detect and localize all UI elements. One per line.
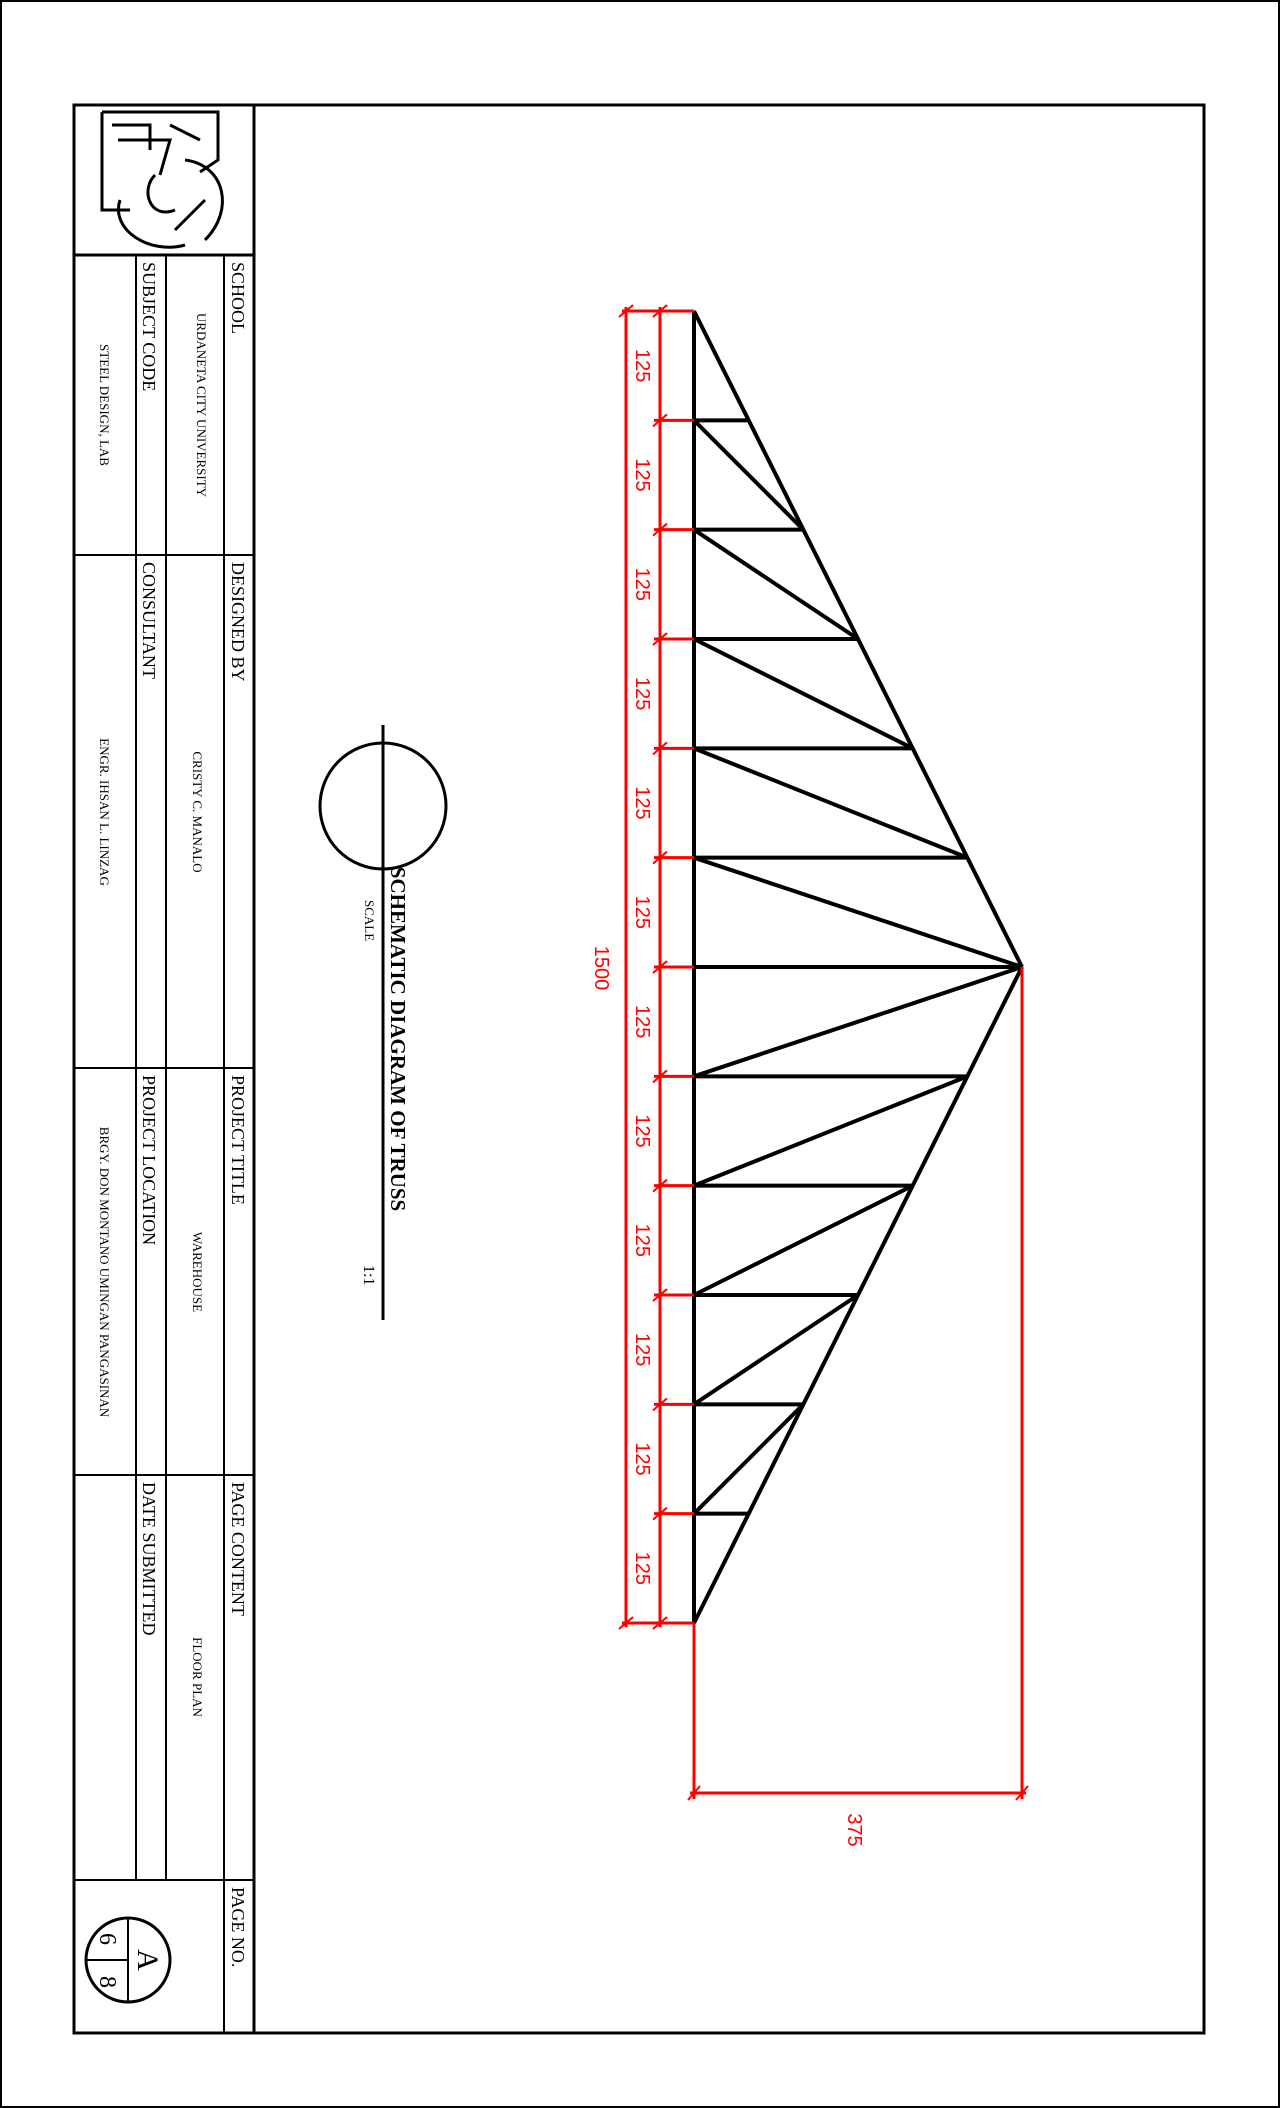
project-title-label: PROJECT TITLE <box>228 1075 248 1205</box>
scale-label: SCALE <box>362 900 377 942</box>
truss-diagonal-member <box>694 748 967 857</box>
panel-dimension-labels <box>631 349 653 1585</box>
page-content-value: FLOOR PLAN <box>190 1637 205 1717</box>
scale-symbol <box>320 725 446 1320</box>
truss-diagonal-member <box>694 530 858 639</box>
panel-length-label: 125 <box>631 786 653 820</box>
consultant-value: ENGR. IHSAN L. LINZAG <box>97 738 112 886</box>
subject-code-label: SUBJECT CODE <box>139 262 159 392</box>
panel-length-label: 125 <box>631 458 653 492</box>
project-location-value: BRGY. DON MONTANO UMINGAN PANGASINAN <box>97 1126 112 1418</box>
panel-length-label: 125 <box>631 1442 653 1476</box>
truss-diagonal-member <box>694 1295 858 1404</box>
page-no-label: PAGE NO. <box>228 1887 248 1968</box>
designed-by-label: DESIGNED BY <box>228 562 248 682</box>
panel-length-label: 125 <box>631 1004 653 1039</box>
truss-diagonal-member <box>694 1076 967 1185</box>
panel-length-label: 125 <box>631 1551 653 1586</box>
panel-length-label: 125 <box>631 348 653 383</box>
panel-length-label: 125 <box>631 676 653 711</box>
project-title-value: WAREHOUSE <box>190 1231 205 1313</box>
consultant-label: CONSULTANT <box>139 562 159 679</box>
panel-length-label: 125 <box>631 1114 653 1148</box>
designed-by-value: CRISTY C. MANALO <box>190 751 205 873</box>
date-submitted-label: DATE SUBMITTED <box>139 1482 159 1636</box>
truss-diagonal-member <box>694 420 803 529</box>
subject-code-value: STEEL DESIGN, LAB <box>97 344 112 466</box>
school-value: URDANETA CITY UNIVERSITY <box>194 312 209 498</box>
truss-diagonal-member <box>694 1404 803 1513</box>
page-letter: A <box>131 1949 164 1971</box>
project-location-label: PROJECT LOCATION <box>139 1075 159 1246</box>
page-total: 8 <box>94 1976 120 1988</box>
university-logo-icon <box>102 112 222 247</box>
panel-length-label: 125 <box>631 895 653 930</box>
truss-diagonal-member <box>694 1186 913 1295</box>
truss-diagonal-member <box>694 967 1022 1076</box>
panel-length-label: 125 <box>631 1223 653 1258</box>
scale-value: 1:1 <box>360 1265 377 1286</box>
rise-label: 375 <box>843 1813 865 1847</box>
overall-span-label: 1500 <box>590 945 612 991</box>
page-content-label: PAGE CONTENT <box>228 1482 248 1616</box>
truss-diagonal-member <box>694 639 913 748</box>
panel-length-label: 125 <box>631 1332 653 1367</box>
sheet-edge <box>1 1 1279 2107</box>
school-label: SCHOOL <box>228 262 248 335</box>
truss-diagonal-member <box>694 858 1022 967</box>
truss-diagram <box>694 311 1022 1623</box>
page-number: 6 <box>94 1933 120 1945</box>
dimension-lines <box>619 305 1028 1800</box>
panel-length-label: 125 <box>631 567 653 602</box>
drawing-title: SCHEMATIC DIAGRAM OF TRUSS <box>386 866 410 1212</box>
